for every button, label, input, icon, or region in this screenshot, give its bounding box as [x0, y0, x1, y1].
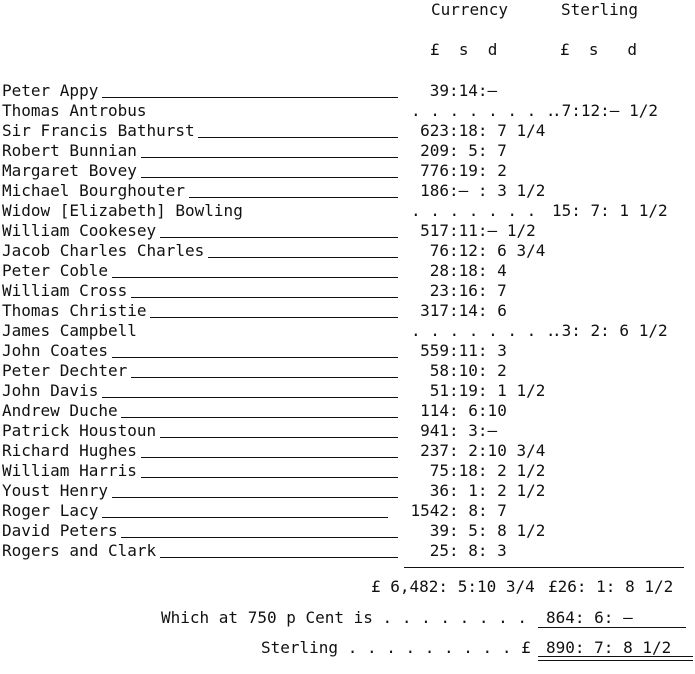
row-leader-line: [160, 557, 398, 558]
row-leader-line: [131, 297, 398, 298]
row-currency-value: 51:19: 1 1/2: [429, 381, 546, 400]
row-currency-value: . . . . . . .: [411, 201, 537, 220]
row-name: William Cookesey: [2, 221, 157, 240]
row-name: William Cross: [2, 281, 128, 300]
row-leader-line: [141, 477, 398, 478]
currency-header: Currency: [431, 0, 509, 19]
row-name: Thomas Christie: [2, 301, 147, 320]
row-name: Jacob Charles Charles: [2, 241, 205, 260]
row-currency-value: 76:12: 6 3/4: [429, 241, 546, 260]
row-currency-value: 25: 8: 3: [429, 541, 507, 560]
row-currency-value: 186:– : 3 1/2: [420, 181, 546, 200]
row-leader-line: [160, 237, 398, 238]
row-leader-line: [102, 97, 398, 98]
row-leader-line: [208, 257, 398, 258]
row-name: Andrew Duche: [2, 401, 118, 420]
row-leader-line: [141, 157, 398, 158]
conversion-rule: [538, 627, 686, 628]
conversion-value: 864: 6: –: [546, 608, 633, 627]
row-name: Youst Henry: [2, 481, 108, 500]
row-currency-value: . . . . . . . .: [411, 101, 556, 120]
row-name: John Coates: [2, 341, 108, 360]
row-name: Peter Dechter: [2, 361, 128, 380]
sterling-rule-1: [538, 656, 693, 657]
sterling-units-header: £ s d: [560, 40, 638, 59]
row-leader-line: [141, 457, 398, 458]
row-currency-value: 237: 2:10 3/4: [420, 441, 546, 460]
row-leader-line: [131, 377, 398, 378]
row-name: Peter Appy: [2, 81, 99, 100]
row-sterling-value: .7:12:– 1/2: [552, 101, 658, 120]
row-currency-value: 776:19: 2: [420, 161, 507, 180]
row-currency-value: 209: 5: 7: [420, 141, 507, 160]
row-leader-line: [160, 437, 398, 438]
sterling-line-label: Sterling . . . . . . . . . £: [261, 638, 531, 657]
row-currency-value: 623:18: 7 1/4: [420, 121, 546, 140]
sterling-header: Sterling: [561, 0, 639, 19]
sterling-rule-2: [538, 660, 693, 661]
row-currency-value: 941: 3:–: [420, 421, 498, 440]
row-name: William Harris: [2, 461, 137, 480]
row-name: Richard Hughes: [2, 441, 137, 460]
row-currency-value: 28:18: 4: [429, 261, 507, 280]
row-name: Patrick Houstoun: [2, 421, 157, 440]
row-name: Widow [Elizabeth] Bowling: [2, 201, 243, 220]
currency-units-header: £ s d: [430, 40, 498, 59]
row-currency-value: 114: 6:10: [420, 401, 507, 420]
conversion-label: Which at 750 p Cent is . . . . . . . .: [161, 608, 528, 627]
row-currency-value: 58:10: 2: [429, 361, 507, 380]
row-currency-value: 39: 5: 8 1/2: [429, 521, 546, 540]
row-currency-value: . . . . . . . .: [411, 321, 556, 340]
row-leader-line: [150, 317, 398, 318]
row-currency-value: 1542: 8: 7: [410, 501, 507, 520]
row-leader-line: [121, 417, 398, 418]
sterling-total: £26: 1: 8 1/2: [548, 577, 674, 596]
row-leader-line: [121, 537, 398, 538]
row-currency-value: 317:14: 6: [420, 301, 507, 320]
row-name: Sir Francis Bathurst: [2, 121, 195, 140]
row-sterling-value: .3: 2: 6 1/2: [552, 321, 668, 340]
row-currency-value: 36: 1: 2 1/2: [429, 481, 546, 500]
row-name: Rogers and Clark: [2, 541, 157, 560]
row-leader-line: [189, 197, 398, 198]
row-leader-line: [102, 397, 398, 398]
row-name: David Peters: [2, 521, 118, 540]
row-name: Peter Coble: [2, 261, 108, 280]
row-sterling-value: 15: 7: 1 1/2: [552, 201, 668, 220]
row-currency-value: 75:18: 2 1/2: [429, 461, 546, 480]
row-name: Roger Lacy: [2, 501, 99, 520]
row-name: John Davis: [2, 381, 99, 400]
row-name: Michael Bourghouter: [2, 181, 186, 200]
currency-total: £ 6,482: 5:10 3/4: [371, 577, 535, 596]
row-currency-value: 517:11:– 1/2: [420, 221, 536, 240]
row-name: Robert Bunnian: [2, 141, 137, 160]
row-currency-value: 559:11: 3: [420, 341, 507, 360]
row-name: Thomas Antrobus: [2, 101, 147, 120]
row-leader-line: [112, 357, 398, 358]
row-name: Margaret Bovey: [2, 161, 137, 180]
sterling-line-value: 890: 7: 8 1/2: [546, 638, 672, 657]
row-leader-line: [112, 277, 398, 278]
row-leader-line: [141, 177, 398, 178]
row-currency-value: 23:16: 7: [429, 281, 507, 300]
subtotal-rule: [404, 567, 684, 568]
row-leader-line: [198, 137, 398, 138]
row-name: James Campbell: [2, 321, 137, 340]
row-leader-line: [102, 517, 388, 518]
row-leader-line: [112, 497, 398, 498]
row-currency-value: 39:14:–: [429, 81, 498, 100]
